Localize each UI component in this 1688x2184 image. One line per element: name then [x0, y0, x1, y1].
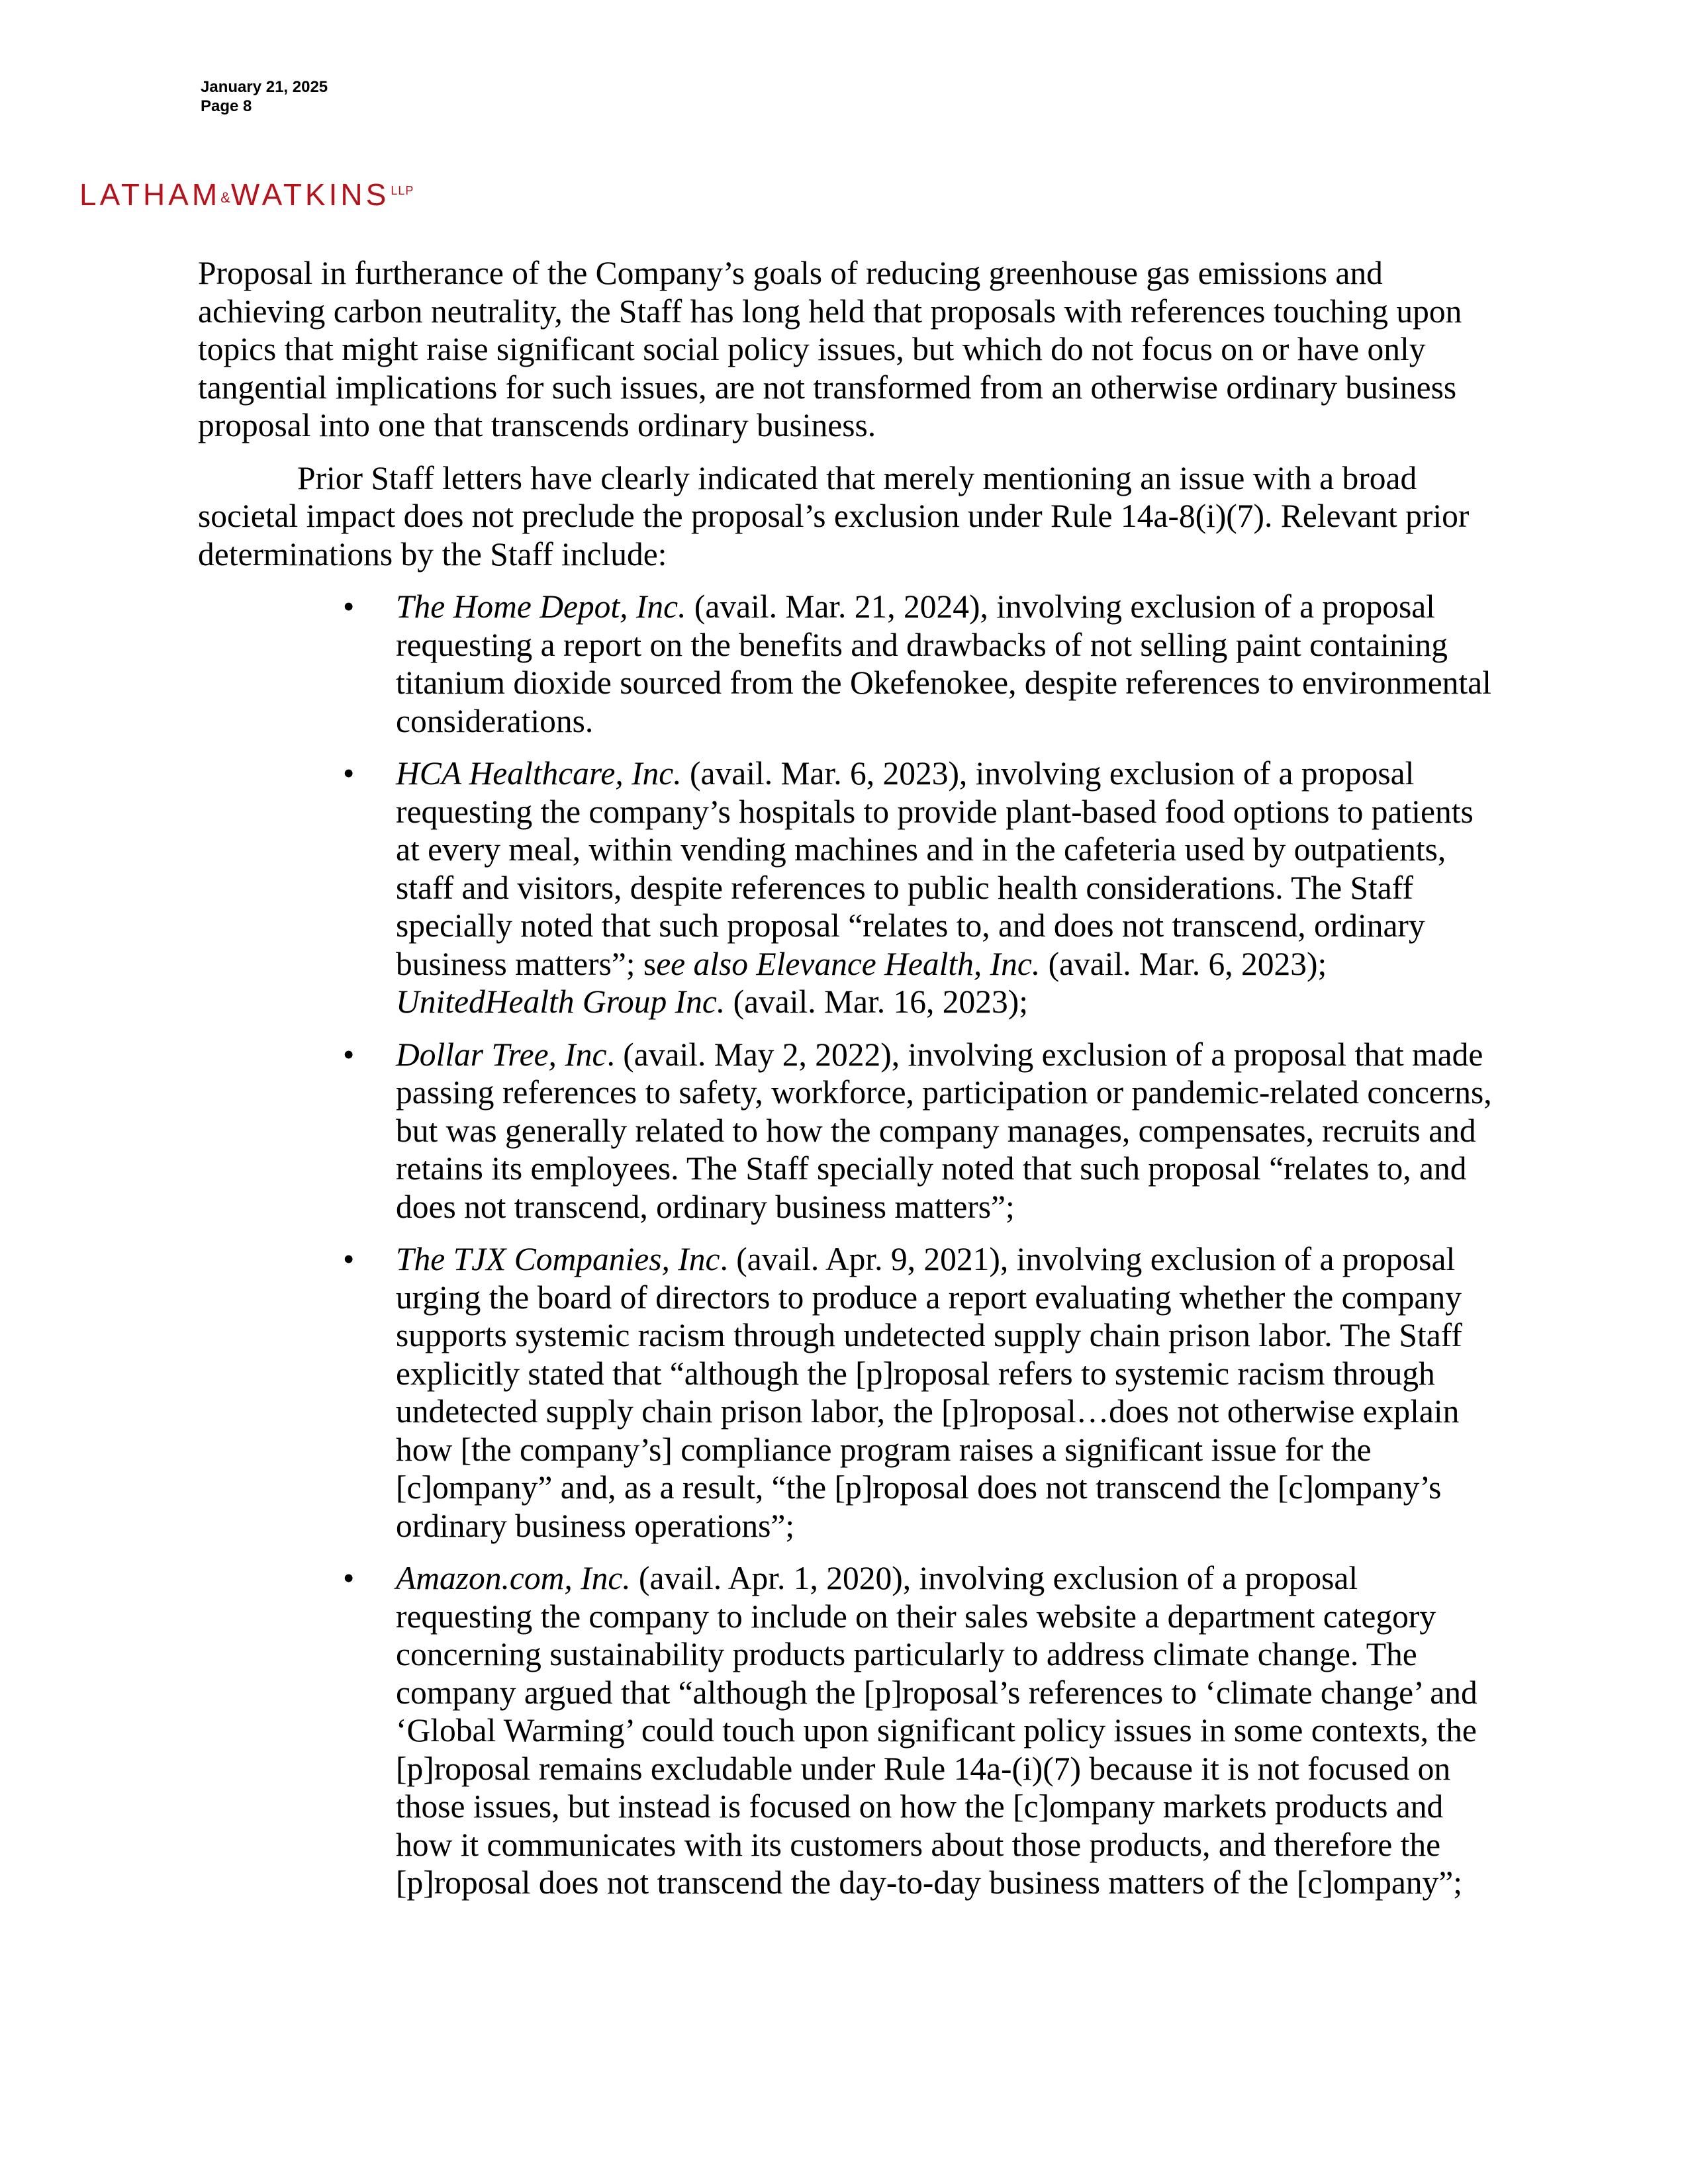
case-name: Amazon.com, Inc.	[396, 1560, 631, 1596]
list-item	[396, 588, 1495, 740]
logo-watkins: WATKINS	[230, 177, 390, 212]
logo-latham: LATHAM	[79, 177, 221, 212]
case-description-unitedhealth: (avail. Mar. 16, 2023);	[725, 983, 1028, 1020]
page-header	[201, 77, 328, 116]
letter-body	[198, 254, 1495, 1917]
case-name: Dollar Tree, Inc	[396, 1036, 607, 1073]
case-name: The TJX Companies, Inc	[396, 1241, 720, 1277]
case-description: (avail. Apr. 1, 2020), involving exclusion of a proposal requesting the company to include on their sales website a department category concerning sustainability products particularly to address climate change. The company argued that “although the [p]roposal’s references to ‘climate change’ and ‘Global Warming’ could touch upon significant policy issues in some contexts, the [p]roposal remains excludable under Rule 14a-(i)(7) because it is not focused on those issues, but instead is focused on how the [c]ompany markets products and how it communicates with its customers about those products, and therefore the [p]roposal does not transcend the day-to-day business matters of the [c]ompany”;	[396, 1560, 1477, 1901]
list-item	[396, 1036, 1495, 1226]
case-description-see-also: (avail. Mar. 6, 2023);	[1040, 945, 1327, 982]
case-name-see-also: ee also Elevance Health, Inc.	[656, 945, 1041, 982]
list-item	[396, 1559, 1495, 1902]
precedent-list	[198, 588, 1495, 1902]
logo-ampersand: &	[220, 189, 231, 206]
list-item	[396, 1240, 1495, 1545]
list-item	[396, 754, 1495, 1021]
header-date: January 21, 2025	[201, 78, 328, 96]
case-description: (avail. Mar. 21, 2024), involving exclusion of a proposal requesting a report on the benefits and drawbacks of not selling paint containing titanium dioxide sourced from the Okefenokee, despite references to environmental considerations.	[396, 588, 1491, 739]
firm-logo	[79, 174, 414, 214]
paragraph-prior-staff-letters: Prior Staff letters have clearly indicated that merely mentioning an issue with a broad societal impact does not preclude the proposal’s exclusion under Rule 14a-8(i)(7). Relevant prior determinations by the Staff include:	[198, 459, 1470, 572]
case-name: The Home Depot, Inc.	[396, 588, 686, 625]
case-description: . (avail. Apr. 9, 2021), involving exclusion of a proposal urging the board of directors to produce a report evaluating whether the company supports systemic racism through undetected supply chain prison labor. The Staff explicitly stated that “although the [p]roposal refers to systemic racism through undetected supply chain prison labor, the [p]roposal…does not otherwise explain how [the company’s] compliance program raises a significant issue for the [c]ompany” and, as a result, “the [p]roposal does not transcend the [c]ompany’s ordinary business operations”;	[396, 1241, 1462, 1544]
header-page-number: Page 8	[201, 97, 252, 115]
case-description: . (avail. May 2, 2022), involving exclusion of a proposal that made passing references to safety, workforce, participation or pandemic-related concerns, but was generally related to how the company manages, compensates, recruits and retains its employees. The Staff specially noted that such proposal “relates to, and does not transcend, ordinary business matters”;	[396, 1036, 1492, 1225]
paragraph-continuation: Proposal in furtherance of the Company’s goals of reducing greenhouse gas emissions and achieving carbon neutrality, the Staff has long held that proposals with references touching upon topics that might raise significant social policy issues, but which do not focus on or have only tangential implications for such issues, are not transformed from an otherwise ordinary business proposal into one that transcends ordinary business.	[198, 255, 1462, 443]
case-description: (avail. Mar. 6, 2023), involving exclusion of a proposal requesting the company’s hospitals to provide plant-based food options to patients at every meal, within vending machines and in the cafeteria used by outpatients, staff and visitors, despite references to public health considerations. The Staff specially noted that such proposal “relates to, and does not transcend, ordinary business matters”; s	[396, 755, 1474, 982]
logo-llp: LLP	[391, 184, 414, 197]
case-name: HCA Healthcare, Inc.	[396, 755, 682, 792]
case-name-unitedhealth: UnitedHealth Group Inc.	[396, 983, 726, 1020]
